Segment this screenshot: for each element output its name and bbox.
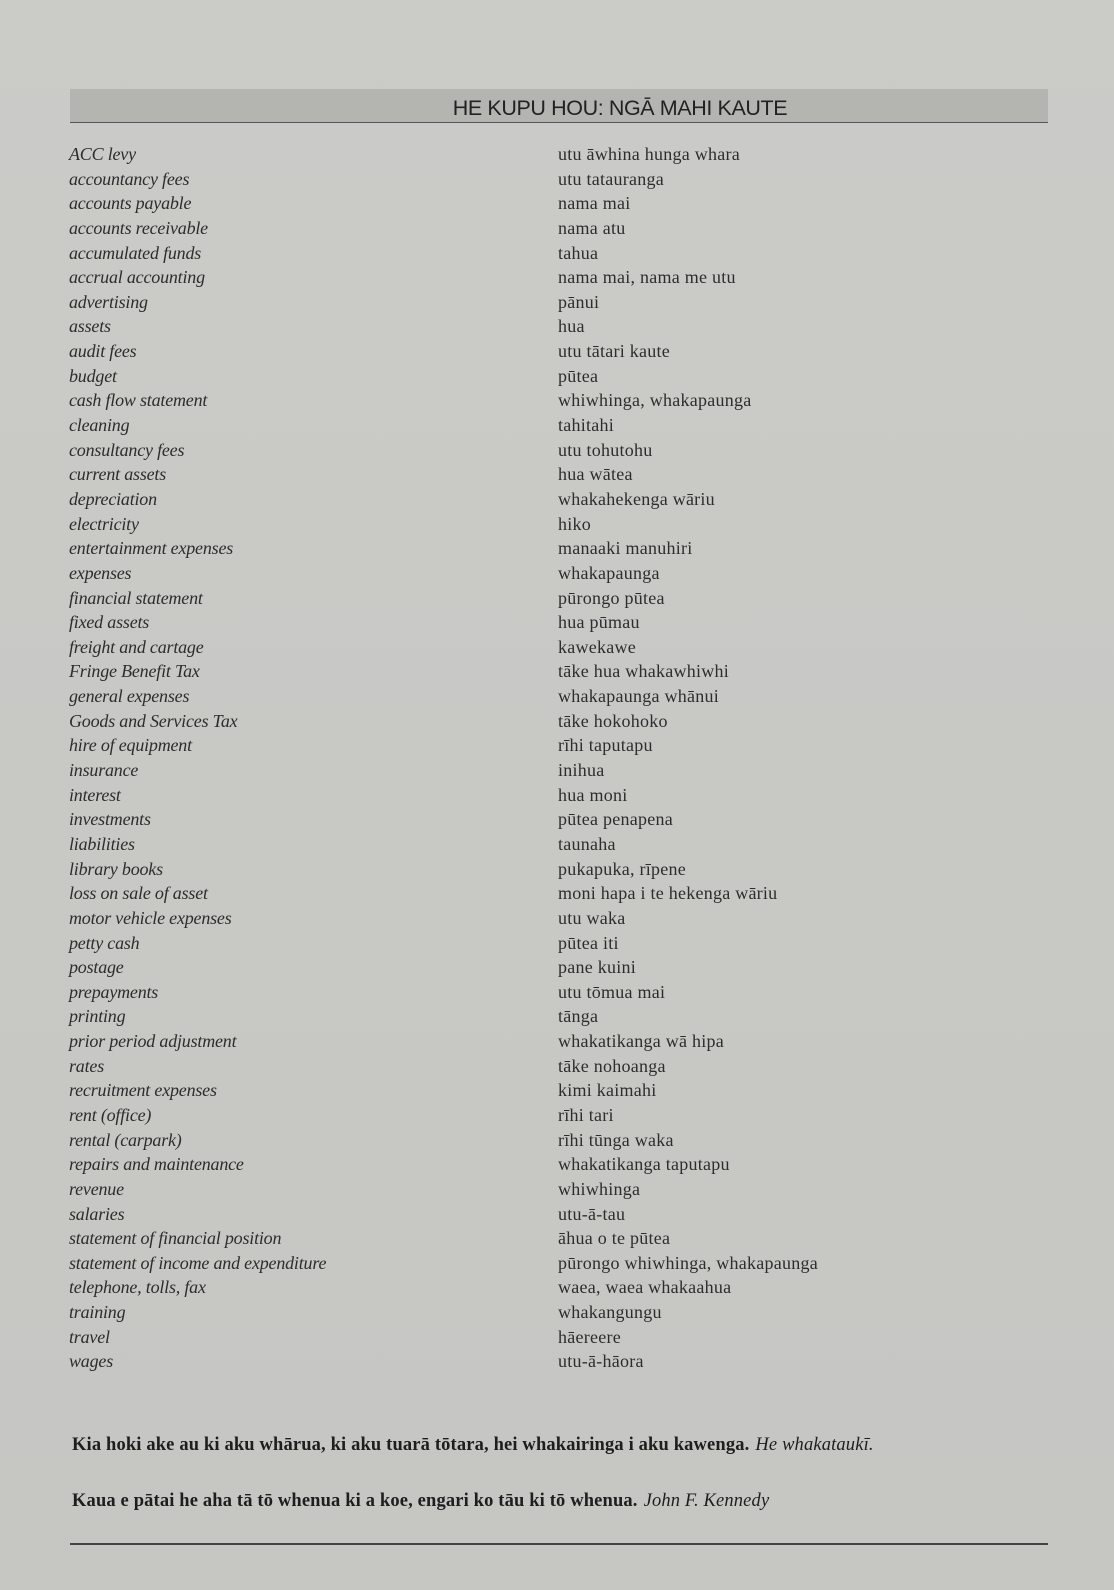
english-term: statement of financial position xyxy=(69,1228,282,1249)
kennedy-quote xyxy=(72,1491,1072,1512)
english-term: printing xyxy=(69,1006,126,1027)
maori-term: pūrongo whiwhinga, whakapaunga xyxy=(558,1252,818,1273)
maori-term: pūtea penapena xyxy=(558,809,673,830)
quote-source: He whakataukī. xyxy=(755,1435,874,1455)
page-title: HE KUPU HOU: NGĀ MAHI KAUTE xyxy=(452,96,788,120)
maori-term: utu-ā-hāora xyxy=(558,1351,644,1372)
maori-term: utu waka xyxy=(558,907,626,928)
maori-term: nama mai xyxy=(558,193,631,214)
english-term: recruitment expenses xyxy=(69,1080,217,1101)
english-term: postage xyxy=(69,957,124,978)
english-term: general expenses xyxy=(69,686,190,707)
maori-terms-column xyxy=(558,142,1028,1374)
english-term: depreciation xyxy=(69,488,157,509)
maori-term: moni hapa i te hekenga wāriu xyxy=(558,883,778,904)
maori-term: taunaha xyxy=(558,833,616,854)
maori-term: hua wātea xyxy=(558,464,633,485)
english-term: expenses xyxy=(69,562,132,583)
english-term: interest xyxy=(69,784,121,805)
maori-term: nama atu xyxy=(558,217,626,238)
maori-term: hua pūmau xyxy=(558,612,640,633)
maori-term: hua moni xyxy=(558,784,628,805)
maori-term: whakapaunga xyxy=(558,562,660,583)
english-term: accounts payable xyxy=(69,193,192,214)
english-term: audit fees xyxy=(69,341,137,362)
english-term: telephone, tolls, fax xyxy=(69,1277,206,1298)
english-term: Fringe Benefit Tax xyxy=(69,661,200,682)
maori-term: tahitahi xyxy=(558,415,614,436)
title-bar xyxy=(70,89,1048,123)
maori-term: whakatikanga wā hipa xyxy=(558,1031,724,1052)
english-term: electricity xyxy=(69,513,139,534)
english-term: accrual accounting xyxy=(69,267,205,288)
maori-term: hāereere xyxy=(558,1326,621,1347)
maori-term: tahua xyxy=(558,242,599,263)
maori-term: pūrongo pūtea xyxy=(558,587,665,608)
english-term: library books xyxy=(69,858,163,879)
maori-term: tāke hokohoko xyxy=(558,710,668,731)
maori-term: kimi kaimahi xyxy=(558,1080,657,1101)
english-term: investments xyxy=(69,809,151,830)
english-term: statement of income and expenditure xyxy=(69,1252,327,1273)
english-term: cash flow statement xyxy=(69,390,208,411)
maori-term: hua xyxy=(558,316,585,337)
english-term: cleaning xyxy=(69,415,130,436)
maori-term: utu tohutohu xyxy=(558,439,653,460)
maori-term: pūtea iti xyxy=(558,932,619,953)
english-term: travel xyxy=(69,1326,110,1347)
maori-term: waea, waea whakaahua xyxy=(558,1277,732,1298)
maori-term: pukapuka, rīpene xyxy=(558,858,686,879)
quote-source: John F. Kennedy xyxy=(643,1491,770,1511)
english-term: budget xyxy=(69,365,117,386)
english-terms-column xyxy=(69,142,558,1374)
maori-term: rīhi tūnga waka xyxy=(558,1129,674,1150)
maori-term: whakapaunga whānui xyxy=(558,686,719,707)
maori-term: utu tatauranga xyxy=(558,168,664,189)
english-term: motor vehicle expenses xyxy=(69,907,232,928)
english-term: wages xyxy=(69,1351,114,1372)
maori-term: inihua xyxy=(558,760,605,781)
english-term: current assets xyxy=(69,464,167,485)
english-term: prior period adjustment xyxy=(69,1031,237,1052)
maori-term: pānui xyxy=(558,291,600,312)
bottom-rule xyxy=(70,1543,1048,1545)
english-term: entertainment expenses xyxy=(69,538,234,559)
maori-term: tāke hua whakawhiwhi xyxy=(558,661,729,682)
maori-term: whiwhinga xyxy=(558,1178,641,1199)
english-term: liabilities xyxy=(69,833,135,854)
maori-term: tānga xyxy=(558,1006,599,1027)
maori-term: pane kuini xyxy=(558,957,636,978)
english-term: loss on sale of asset xyxy=(69,883,208,904)
english-term: insurance xyxy=(69,760,139,781)
maori-term: rīhi tari xyxy=(558,1104,614,1125)
maori-term: whakatikanga taputapu xyxy=(558,1154,730,1175)
english-term: rent (office) xyxy=(69,1104,152,1125)
maori-term: āhua o te pūtea xyxy=(558,1228,671,1249)
english-term: salaries xyxy=(69,1203,125,1224)
maori-term: pūtea xyxy=(558,365,599,386)
maori-term: whiwhinga, whakapaunga xyxy=(558,390,752,411)
english-term: repairs and maintenance xyxy=(69,1154,244,1175)
english-term: Goods and Services Tax xyxy=(69,710,238,731)
maori-term: manaaki manuhiri xyxy=(558,538,693,559)
maori-term: utu tōmua mai xyxy=(558,981,666,1002)
english-term: revenue xyxy=(69,1178,124,1199)
proverb-quote xyxy=(72,1435,1072,1456)
maori-term: kawekawe xyxy=(558,636,636,657)
english-term: hire of equipment xyxy=(69,735,192,756)
glossary xyxy=(69,142,1029,1374)
maori-term: whakahekenga wāriu xyxy=(558,488,715,509)
english-term: rental (carpark) xyxy=(69,1129,182,1150)
english-term: fixed assets xyxy=(69,612,150,633)
maori-term: rīhi taputapu xyxy=(558,735,653,756)
maori-term: nama mai, nama me utu xyxy=(558,267,736,288)
maori-term: whakangungu xyxy=(558,1302,662,1323)
maori-term: tāke nohoanga xyxy=(558,1055,666,1076)
maori-term: utu tātari kaute xyxy=(558,341,670,362)
quote-text: Kia hoki ake au ki aku whārua, ki aku tuarā tōtara, hei whakairinga i aku kawenga. xyxy=(72,1435,750,1455)
english-term: consultancy fees xyxy=(69,439,185,460)
english-term: accumulated funds xyxy=(69,242,202,263)
english-term: accounts receivable xyxy=(69,217,208,238)
english-term: ACC levy xyxy=(69,144,136,164)
english-term: petty cash xyxy=(69,932,140,953)
english-term: training xyxy=(69,1302,126,1323)
english-term: freight and cartage xyxy=(69,636,204,657)
maori-term: utu-ā-tau xyxy=(558,1203,626,1224)
maori-term: hiko xyxy=(558,513,592,534)
quote-text: Kaua e pātai he aha tā tō whenua ki a koe, engari ko tāu ki tō whenua. xyxy=(72,1491,638,1511)
english-term: accountancy fees xyxy=(69,168,190,189)
english-term: financial statement xyxy=(69,587,203,608)
maori-term: utu āwhina hunga whara xyxy=(558,144,740,164)
english-term: assets xyxy=(69,316,111,337)
english-term: rates xyxy=(69,1055,105,1076)
english-term: advertising xyxy=(69,291,148,312)
english-term: prepayments xyxy=(69,981,159,1002)
